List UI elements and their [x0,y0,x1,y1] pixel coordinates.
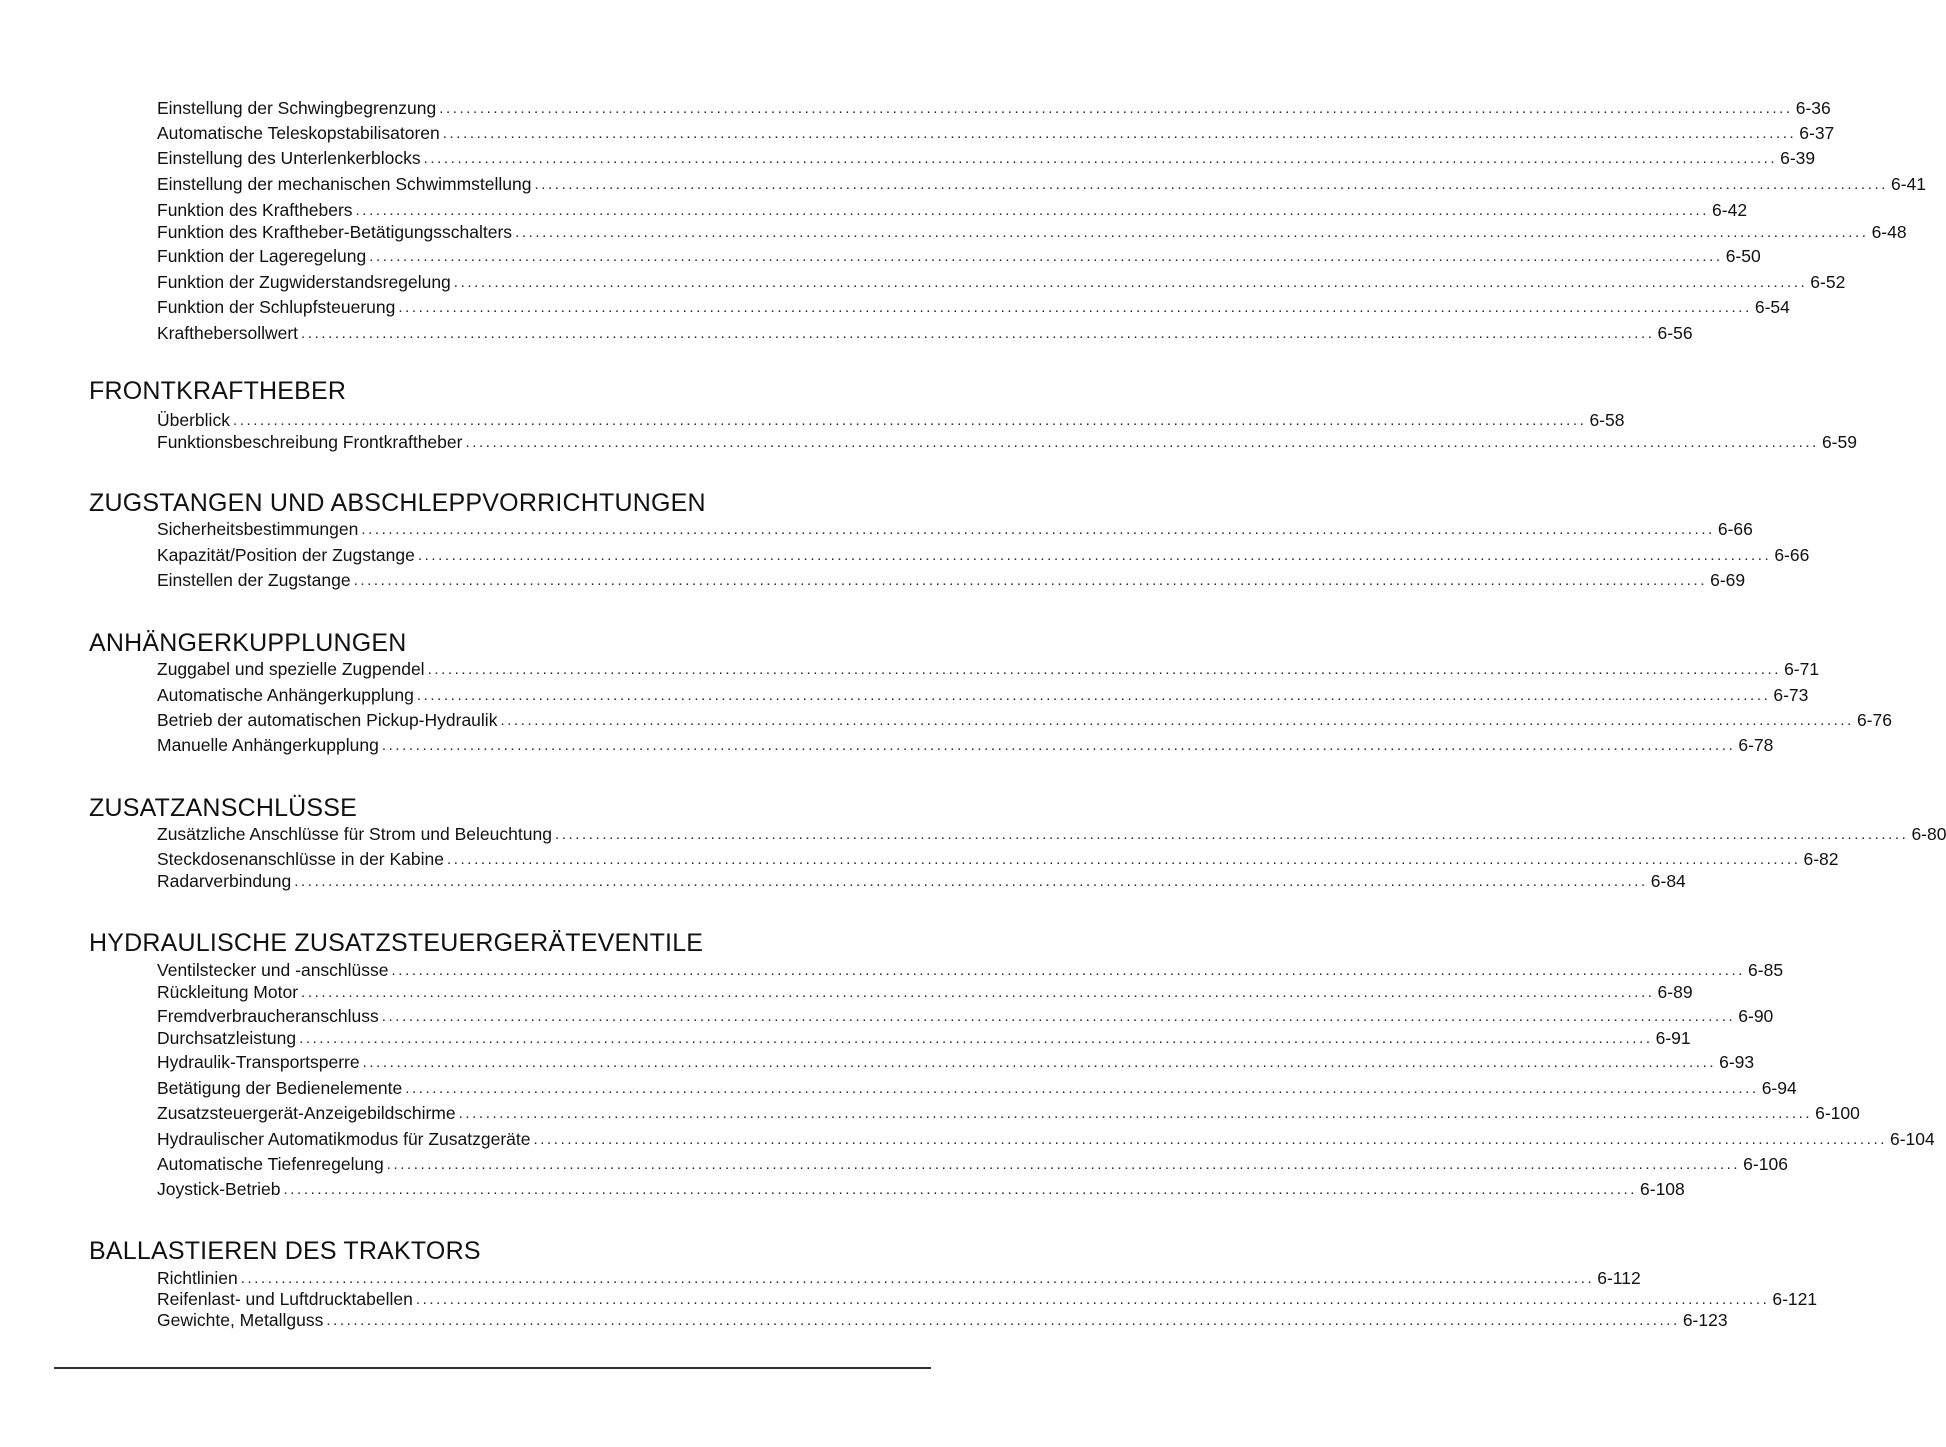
toc-entry-title: Sicherheitsbestimmungen [157,519,359,539]
toc-entry-page-number: 6-106 [1743,1154,1788,1174]
toc-entry[interactable] [157,733,1774,755]
toc-entry-title: Funktion der Lageregelung [157,246,367,266]
section-heading: FRONTKRAFTHEBER [89,377,347,405]
dot-leader: ........................................................................................................................................................................................................ [447,851,1801,868]
toc-entry-title: Rückleitung Motor [157,982,299,1002]
toc-entry-page-number: 6-52 [1810,272,1846,292]
toc-entry-title: Durchsatzleistung [157,1028,297,1048]
toc-entry-page-number: 6-39 [1780,148,1816,168]
dot-leader: ........................................................................................................................................................................................................ [353,572,1708,589]
toc-entry[interactable] [157,568,1746,590]
toc-entry-title: Steckdosenanschlüsse in der Kabine [157,849,444,869]
toc-entry[interactable] [157,172,1927,194]
toc-entry-page-number: 6-89 [1657,982,1693,1002]
toc-entry-title: Automatische Teleskopstabilisatoren [157,123,440,143]
toc-entry-page-number: 6-91 [1655,1028,1691,1048]
toc-entry[interactable] [157,121,1835,143]
toc-entry[interactable] [157,408,1625,430]
toc-entry-title: Einstellung der Schwingbegrenzung [157,98,437,118]
dot-leader: ........................................................................................................................................................................................................ [439,100,1793,117]
toc-entry[interactable] [157,1177,1685,1199]
toc-entry-page-number: 6-73 [1773,685,1809,705]
toc-entry[interactable] [157,295,1790,317]
toc-entry-page-number: 6-90 [1738,1006,1774,1026]
dot-leader: ........................................................................................................................................................................................................ [301,325,1655,342]
dot-leader: ........................................................................................................................................................................................................ [299,1030,1653,1047]
toc-entry-page-number: 6-42 [1712,200,1748,220]
toc-entry[interactable] [157,1308,1728,1330]
toc-entry-title: Zusatzsteuergerät-Anzeigebildschirme [157,1103,456,1123]
toc-entry-page-number: 6-66 [1774,545,1810,565]
toc-entry-page-number: 6-94 [1761,1078,1797,1098]
toc-entry-page-number: 6-121 [1772,1289,1818,1309]
toc-entry[interactable] [157,517,1753,539]
toc-entry-title: Automatische Anhängerkupplung [157,685,414,705]
dot-leader: ........................................................................................................................................................................................................ [355,202,1710,219]
toc-entry-page-number: 6-54 [1754,297,1790,317]
toc-entry-page-number: 6-93 [1719,1052,1755,1072]
dot-leader: ........................................................................................................................................................................................................ [534,176,1888,193]
toc-entry-page-number: 6-123 [1682,1310,1728,1330]
toc-entry[interactable] [157,198,1748,220]
dot-leader: ........................................................................................................................................................................................................ [362,1054,1717,1071]
toc-entry-page-number: 6-82 [1803,849,1839,869]
dot-leader: ........................................................................................................................................................................................................ [240,1270,1595,1287]
toc-entry-title: Hydraulik-Transportsperre [157,1052,360,1072]
dot-leader: ........................................................................................................................................................................................................ [381,1008,1736,1025]
toc-entry[interactable] [157,822,1946,844]
toc-entry-title: Reifenlast- und Luftdrucktabellen [157,1289,413,1309]
dot-leader: ........................................................................................................................................................................................................ [465,434,1819,451]
dot-leader: ........................................................................................................................................................................................................ [554,826,1909,843]
toc-entry-page-number: 6-112 [1597,1268,1641,1288]
toc-entry-page-number: 6-48 [1871,222,1907,242]
section-heading: ZUGSTANGEN UND ABSCHLEPPVORRICHTUNGEN [89,489,706,517]
dot-leader: ........................................................................................................................................................................................................ [500,712,1854,729]
toc-entry-title: Einstellen der Zugstange [157,570,351,590]
toc-entry[interactable] [157,657,1820,679]
dot-leader: ........................................................................................................................................................................................................ [423,150,1778,167]
dot-leader: ........................................................................................................................................................................................................ [453,274,1808,291]
toc-entry-title: Radarverbindung [157,871,292,891]
dot-leader: ........................................................................................................................................................................................................ [417,547,1772,564]
toc-entry-title: Betrieb der automatischen Pickup-Hydraulik [157,710,498,730]
toc-entry-page-number: 6-56 [1657,323,1693,343]
toc-entry[interactable] [157,430,1857,452]
dot-leader: ........................................................................................................................................................................................................ [294,873,1648,890]
toc-entry[interactable] [157,543,1810,565]
toc-entry[interactable] [157,270,1846,292]
toc-entry-page-number: 6-84 [1650,871,1686,891]
dot-leader: ........................................................................................................................................................................................................ [386,1156,1741,1173]
dot-leader: ........................................................................................................................................................................................................ [415,1291,1770,1308]
toc-entry-title: Automatische Tiefenregelung [157,1154,384,1174]
dot-leader: ........................................................................................................................................................................................................ [369,248,1723,265]
toc-entry[interactable] [157,980,1693,1002]
dot-leader: ........................................................................................................................................................................................................ [232,412,1587,429]
toc-entry-page-number: 6-36 [1795,98,1831,118]
toc-entry-page-number: 6-104 [1890,1129,1935,1149]
toc-entry[interactable] [157,321,1693,343]
toc-entry-page-number: 6-78 [1738,735,1774,755]
toc-entry[interactable] [157,1026,1691,1048]
toc-entry-title: Fremdverbraucheranschluss [157,1006,379,1026]
toc-entry[interactable] [157,1004,1774,1026]
toc-entry[interactable] [157,1266,1641,1288]
dot-leader: ........................................................................................................................................................................................................ [301,984,1655,1001]
toc-entry[interactable] [157,1076,1797,1098]
dot-leader: ........................................................................................................................................................................................................ [398,299,1752,316]
toc-entry[interactable] [157,244,1761,266]
toc-entry-title: Überblick [157,410,230,430]
toc-entry-page-number: 6-37 [1799,123,1835,143]
toc-entry[interactable] [157,683,1809,705]
toc-entry-title: Ventilstecker und -anschlüsse [157,960,389,980]
dot-leader: ........................................................................................................................................................................................................ [416,687,1771,704]
toc-entry-title: Gewichte, Metallguss [157,1310,324,1330]
toc-entry-page-number: 6-58 [1589,410,1625,430]
toc-entry-title: Funktion der Zugwiderstandsregelung [157,272,451,292]
toc-entry-title: Funktion der Schlupfsteuerung [157,297,396,317]
toc-entry[interactable] [157,1127,1935,1149]
toc-entry-title: Funktion des Kraftheber-Betätigungsschalters [157,222,513,242]
toc-entry-title: Hydraulischer Automatikmodus für Zusatzgeräte [157,1129,531,1149]
toc-entry[interactable] [157,220,1907,242]
dot-leader: ........................................................................................................................................................................................................ [361,521,1715,538]
toc-entry-title: Krafthebersollwert [157,323,299,343]
toc-entry[interactable] [157,708,1892,730]
toc-entry-page-number: 6-41 [1891,174,1927,194]
toc-entry[interactable] [157,958,1784,980]
toc-entry-title: Manuelle Anhängerkupplung [157,735,379,755]
toc-entry-title: Zuggabel und spezielle Zugpendel [157,659,425,679]
dot-leader: ........................................................................................................................................................................................................ [283,1181,1638,1198]
bottom-divider [54,1367,931,1369]
toc-entry-page-number: 6-100 [1815,1103,1860,1123]
toc-entry-title: Einstellung der mechanischen Schwimmstellung [157,174,532,194]
dot-leader: ........................................................................................................................................................................................................ [381,737,1736,754]
dot-leader: ........................................................................................................................................................................................................ [442,125,1797,142]
toc-entry[interactable] [157,1152,1788,1174]
toc-entry-page-number: 6-59 [1821,432,1857,452]
toc-entry-page-number: 6-76 [1856,710,1892,730]
toc-entry-title: Funktionsbeschreibung Frontkraftheber [157,432,463,452]
dot-leader: ........................................................................................................................................................................................................ [391,962,1746,979]
section-heading: BALLASTIEREN DES TRAKTORS [89,1237,481,1265]
dot-leader: ........................................................................................................................................................................................................ [515,224,1869,241]
toc-entry-title: Einstellung des Unterlenkerblocks [157,148,421,168]
toc-entry-page-number: 6-85 [1748,960,1784,980]
toc-entry-page-number: 6-71 [1784,659,1820,679]
dot-leader: ........................................................................................................................................................................................................ [326,1312,1680,1329]
toc-entry-title: Kapazität/Position der Zugstange [157,545,415,565]
toc-entry-page-number: 6-50 [1725,246,1761,266]
toc-entry-title: Richtlinien [157,1268,238,1288]
toc-entry-title: Joystick-Betrieb [157,1179,281,1199]
toc-entry[interactable] [157,146,1816,168]
section-heading: HYDRAULISCHE ZUSATZSTEUERGERÄTEVENTILE [89,929,704,957]
dot-leader: ........................................................................................................................................................................................................ [405,1080,1759,1097]
toc-entry-title: Zusätzliche Anschlüsse für Strom und Beleuchtung [157,824,552,844]
dot-leader: ........................................................................................................................................................................................................ [533,1131,1887,1148]
toc-entry-page-number: 6-80 [1911,824,1946,844]
toc-entry[interactable] [157,1050,1755,1072]
section-heading: ANHÄNGERKUPPLUNGEN [89,629,407,657]
toc-entry-page-number: 6-108 [1640,1179,1685,1199]
toc-entry[interactable] [157,96,1831,118]
toc-entry-title: Funktion des Krafthebers [157,200,353,220]
toc-entry-title: Betätigung der Bedienelemente [157,1078,403,1098]
toc-entry[interactable] [157,1287,1818,1309]
toc-entry-page-number: 6-66 [1717,519,1753,539]
dot-leader: ........................................................................................................................................................................................................ [458,1105,1813,1122]
toc-entry-page-number: 6-69 [1710,570,1746,590]
section-heading: ZUSATZANSCHLÜSSE [89,794,358,822]
dot-leader: ........................................................................................................................................................................................................ [427,661,1782,678]
toc-entry[interactable] [157,847,1839,869]
toc-entry[interactable] [157,1101,1860,1123]
toc-entry[interactable] [157,869,1686,891]
